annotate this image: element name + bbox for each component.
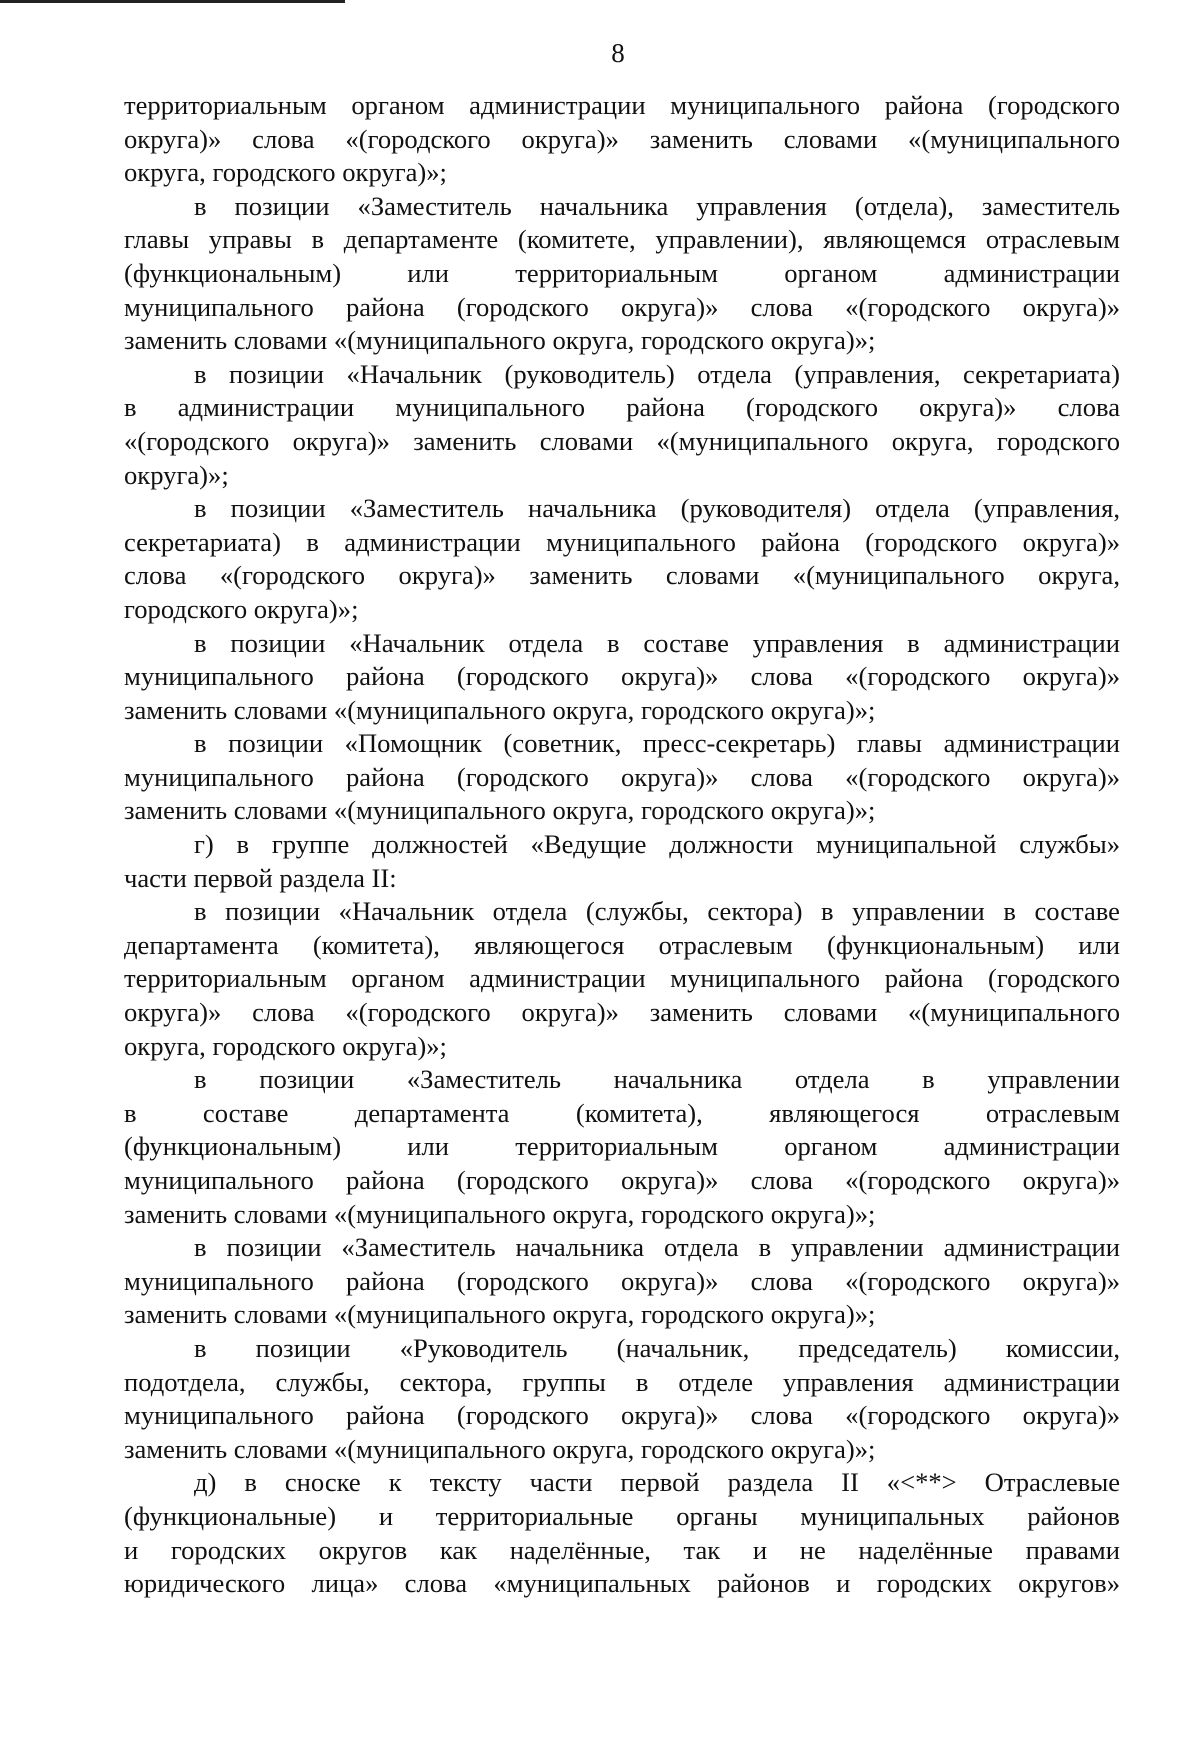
- text-line: юридического лица» слова «муниципальных районов и городских округов»: [124, 1568, 1120, 1599]
- text-line: округа)» слова «(городского округа)» заменить словами «(муниципального: [124, 123, 1120, 154]
- text-line: муниципального района (городского округа)» слова «(городского округа)»: [124, 1400, 1120, 1431]
- text-line: секретариата) в администрации муниципального района (городского округа)»: [124, 526, 1120, 557]
- text-line: заменить словами «(муниципального округа, городского округа)»;: [124, 1433, 876, 1464]
- text-line: заменить словами «(муниципального округа, городского округа)»;: [124, 795, 876, 826]
- text-line: (функциональным) или территориальным органом администрации: [124, 1131, 1120, 1162]
- text-line: в позиции «Заместитель начальника отдела в управлении: [194, 1064, 1120, 1095]
- document-body: [124, 89, 1120, 1601]
- page-number: 8: [611, 38, 625, 68]
- text-line: округа)» слова «(городского округа)» заменить словами «(муниципального: [124, 997, 1120, 1028]
- text-line: муниципального района (городского округа)» слова «(городского округа)»: [124, 1265, 1120, 1296]
- text-line: в позиции «Заместитель начальника управления (отдела), заместитель: [194, 190, 1120, 221]
- text-line: в позиции «Начальник (руководитель) отдела (управления, секретариата): [194, 358, 1120, 389]
- text-line: территориальным органом администрации муниципального района (городского: [124, 963, 1120, 994]
- text-line: заменить словами «(муниципального округа, городского округа)»;: [124, 694, 876, 725]
- text-line: г) в группе должностей «Ведущие должности муниципальной службы»: [194, 829, 1120, 860]
- text-line: округа, городского округа)»;: [124, 1030, 447, 1061]
- text-line: части первой раздела II:: [124, 862, 397, 893]
- text-line: муниципального района (городского округа)» слова «(городского округа)»: [124, 291, 1120, 322]
- text-line: заменить словами «(муниципального округа, городского округа)»;: [124, 1299, 876, 1330]
- text-line: в позиции «Начальник отдела в составе управления в администрации: [194, 627, 1120, 658]
- top-rule: [0, 0, 345, 3]
- text-line: (функциональным) или территориальным органом администрации: [124, 257, 1120, 288]
- text-line: городского округа)»;: [124, 593, 359, 624]
- text-line: муниципального района (городского округа)» слова «(городского округа)»: [124, 1165, 1120, 1195]
- text-line: округа)»;: [124, 459, 229, 490]
- text-line: в позиции «Заместитель начальника отдела в управлении администрации: [194, 1232, 1120, 1263]
- text-line: подотдела, службы, сектора, группы в отделе управления администрации: [124, 1366, 1120, 1397]
- text-line: в позиции «Помощник (советник, пресс-секретарь) главы администрации: [194, 728, 1120, 759]
- text-line: в позиции «Заместитель начальника (руководителя) отдела (управления,: [194, 493, 1120, 524]
- text-line: в позиции «Руководитель (начальник, председатель) комиссии,: [194, 1332, 1120, 1363]
- text-line: территориальным органом администрации муниципального района (городского: [124, 90, 1120, 120]
- text-line: (функциональные) и территориальные органы муниципальных районов: [124, 1500, 1120, 1531]
- text-line: д) в сноске к тексту части первой раздела II «<**> Отраслевые: [194, 1467, 1120, 1498]
- text-line: заменить словами «(муниципального округа, городского округа)»;: [124, 325, 876, 356]
- text-line: «(городского округа)» заменить словами «(муниципального округа, городского: [124, 425, 1120, 456]
- text-line: муниципального района (городского округа)» слова «(городского округа)»: [124, 661, 1120, 692]
- text-line: заменить словами «(муниципального округа, городского округа)»;: [124, 1198, 876, 1229]
- text-line: округа, городского округа)»;: [124, 157, 447, 188]
- text-line: департамента (комитета), являющегося отраслевым (функциональным) или: [124, 929, 1120, 960]
- text-line: в администрации муниципального района (городского округа)» слова: [124, 392, 1120, 423]
- text-line: в позиции «Начальник отдела (службы, сектора) в управлении в составе: [194, 896, 1120, 927]
- text-line: и городских округов как наделённые, так и не наделённые правами: [124, 1534, 1120, 1565]
- text-line: главы управы в департаменте (комитете, управлении), являющемся отраслевым: [124, 224, 1120, 255]
- text-line: муниципального района (городского округа)» слова «(городского округа)»: [124, 761, 1120, 792]
- text-line: в составе департамента (комитета), являющегося отраслевым: [124, 1097, 1120, 1128]
- text-line: слова «(городского округа)» заменить словами «(муниципального округа,: [124, 560, 1120, 591]
